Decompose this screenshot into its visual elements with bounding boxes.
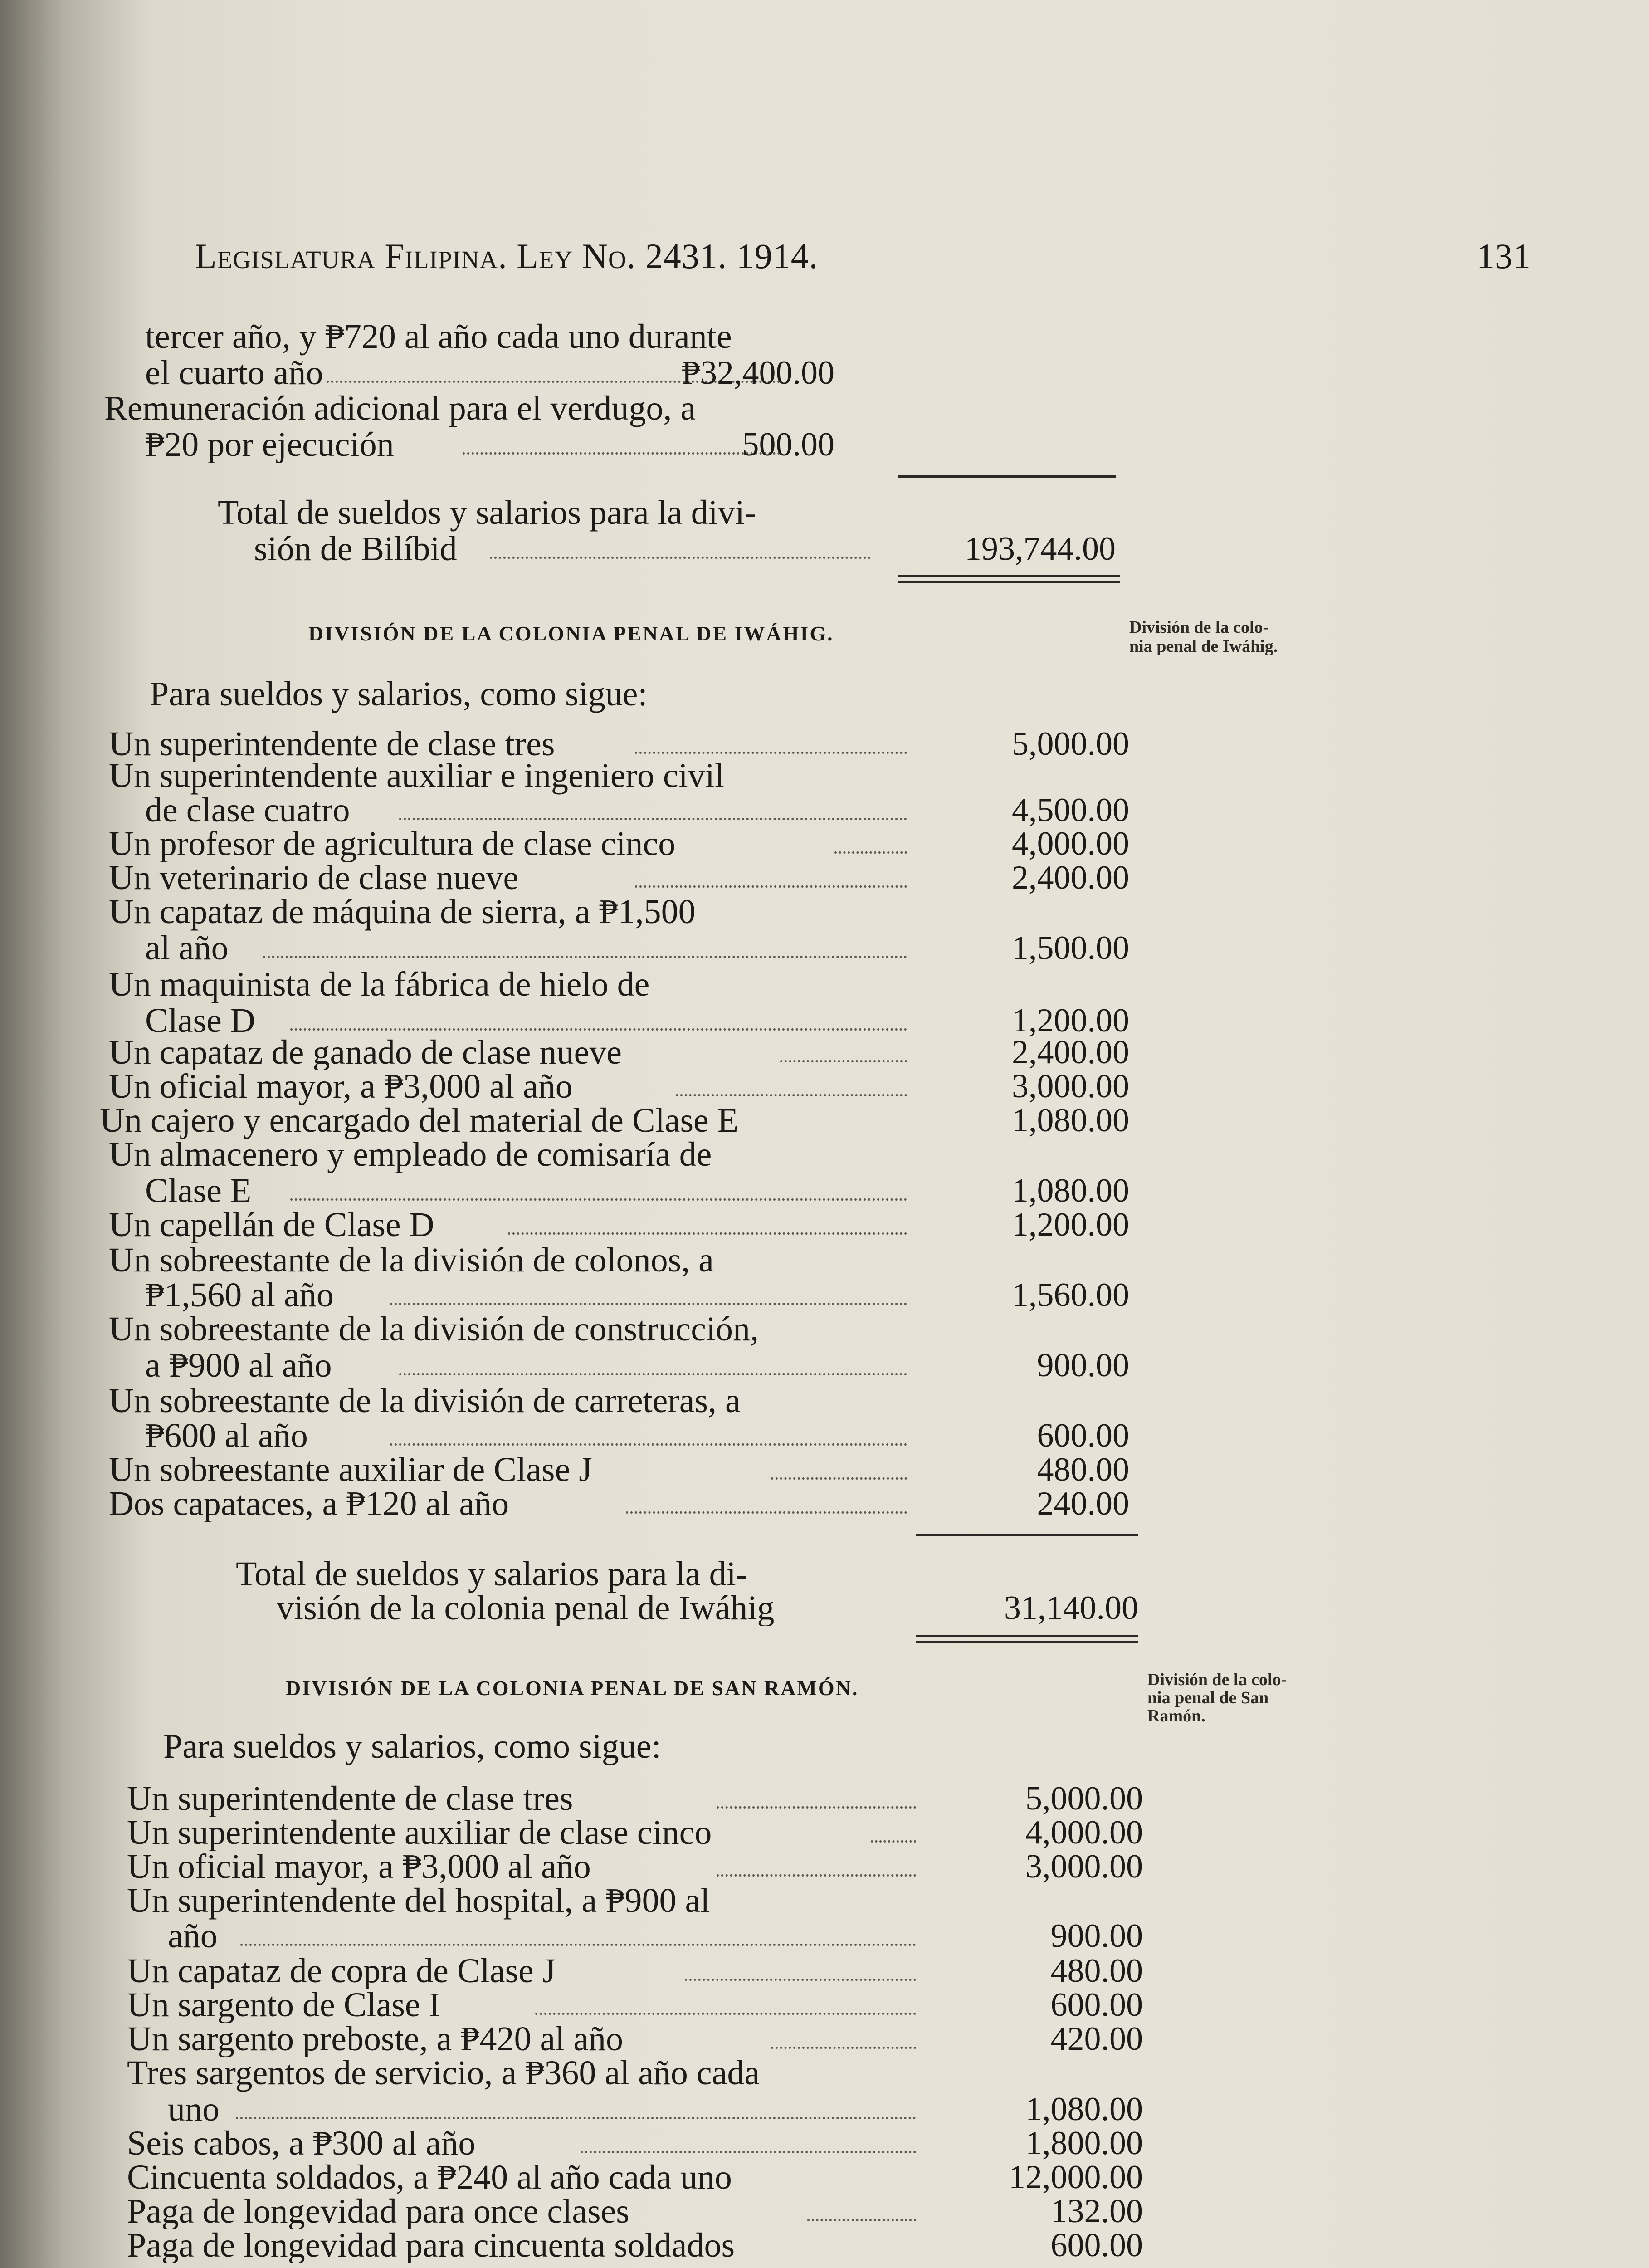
row-label: Un sargento preboste, a ₱420 al año (127, 2021, 624, 2057)
row-label: ₱1,560 al año (145, 1277, 334, 1313)
ledger-row (109, 1452, 1129, 1488)
ledger-row (145, 1347, 1129, 1383)
row-amount: 500.00 (742, 426, 834, 463)
double-rule (916, 1635, 1138, 1643)
row-label: a ₱900 al año (145, 1347, 332, 1383)
dot-leader (626, 1511, 907, 1514)
row-amount: 12,000.00 (1009, 2159, 1143, 2196)
total-amount: 193,744.00 (965, 530, 1116, 567)
row-label: de clase cuatro (145, 792, 350, 828)
ledger-row (109, 860, 1129, 896)
ledger-row (145, 1173, 1129, 1209)
dot-leader (717, 1806, 916, 1809)
text-line: Remuneración adicional para el verdugo, a (104, 389, 696, 427)
text-line: tercer año, y ₱720 al año cada uno durante (145, 318, 732, 356)
row-amount: 600.00 (1037, 1417, 1129, 1454)
text-line: Tres sargentos de servicio, a ₱360 al año cada (127, 2054, 760, 2092)
dot-leader (771, 2047, 916, 2049)
row-label: Un superintendente de clase tres (109, 726, 555, 762)
row-amount: 1,500.00 (1012, 929, 1129, 967)
dot-leader (685, 1979, 916, 1981)
total-row (277, 1590, 1138, 1626)
row-label: al año (145, 930, 229, 966)
row-label: Clase D (145, 1002, 255, 1039)
ledger-row (109, 1068, 1129, 1105)
ledger-row (145, 1277, 1129, 1313)
row-label: Clase E (145, 1173, 252, 1209)
dot-leader (399, 1373, 907, 1375)
ledger-row (127, 2193, 1147, 2229)
ledger-row (168, 2091, 1147, 2127)
row-amount: 5,000.00 (1025, 1780, 1143, 1817)
row-label: año (168, 1918, 218, 1954)
dot-leader (508, 1232, 907, 1235)
margin-note: División de la colo- (1147, 1670, 1287, 1689)
row-label: Un oficial mayor, a ₱3,000 al año (127, 1848, 591, 1885)
double-rule (898, 575, 1120, 583)
margin-note: nia penal de Iwáhig. (1129, 637, 1278, 656)
row-amount: 900.00 (1050, 1917, 1143, 1955)
row-amount: 900.00 (1037, 1347, 1129, 1384)
text-line: Un superintendente auxiliar e ingeniero civil (109, 757, 724, 795)
dot-leader (834, 851, 907, 854)
dot-leader (676, 1094, 907, 1096)
running-title: Legislatura Filipina. Ley No. 2431. 1914. (195, 236, 819, 276)
page-number: 131 (1477, 236, 1531, 276)
row-label: Un capellán de Clase D (109, 1207, 434, 1243)
row-amount: 1,800.00 (1025, 2125, 1143, 2162)
ledger-row (145, 355, 916, 391)
row-label: sión de Bilíbid (254, 531, 457, 567)
row-label: Paga de longevidad para once clases (127, 2193, 629, 2229)
ledger-row (109, 1207, 1129, 1243)
row-label: ₱20 por ejecución (145, 426, 394, 463)
row-label: Cincuenta soldados, a ₱240 al año cada uno (127, 2159, 732, 2195)
row-amount: ₱32,400.00 (681, 354, 834, 391)
section-title: DIVISIÓN DE LA COLONIA PENAL DE SAN RAMÓN. (286, 1677, 859, 1700)
subtotal-rule (916, 1534, 1138, 1536)
row-label: Un sargento de Clase I (127, 1987, 440, 2023)
dot-leader (635, 885, 907, 888)
ledger-row (145, 426, 916, 463)
section-intro: Para sueldos y salarios, como sigue: (163, 1727, 661, 1765)
ledger-row (109, 1486, 1129, 1522)
ledger-row (127, 2159, 1147, 2195)
row-amount: 4,000.00 (1012, 825, 1129, 862)
margin-note: División de la colo- (1129, 618, 1269, 637)
dot-leader (236, 2117, 916, 2119)
row-label: uno (168, 2091, 220, 2127)
row-amount: 3,000.00 (1025, 1848, 1143, 1885)
row-amount: 132.00 (1050, 2193, 1143, 2230)
row-label: Un cajero y encargado del material de Clase E (100, 1102, 739, 1139)
row-amount: 420.00 (1050, 2020, 1143, 2058)
ledger-row (100, 1102, 1129, 1139)
ledger-row (109, 1034, 1129, 1070)
row-label: Un capataz de copra de Clase J (127, 1953, 556, 1989)
text-line: Un maquinista de la fábrica de hielo de (109, 965, 650, 1003)
dot-leader (635, 752, 907, 754)
ledger-row (127, 1848, 1147, 1885)
text-line: Un superintendente del hospital, a ₱900 al (127, 1882, 710, 1920)
text-line: Un sobreestante de la división de carreteras, a (109, 1382, 741, 1420)
row-amount: 1,200.00 (1012, 1206, 1129, 1243)
text-line: Un almacenero y empleado de comisaría de (109, 1135, 712, 1173)
row-amount: 240.00 (1037, 1485, 1129, 1522)
total-label: Total de sueldos y salarios para la di- (236, 1555, 748, 1593)
row-amount: 1,560.00 (1012, 1276, 1129, 1314)
ledger-row (127, 1953, 1147, 1989)
row-label: Un sobreestante auxiliar de Clase J (109, 1452, 592, 1488)
ledger-row (109, 826, 1129, 862)
text-line: Un sobreestante de la división de construcción, (109, 1310, 759, 1348)
section-title: DIVISIÓN DE LA COLONIA PENAL DE IWÁHIG. (308, 622, 834, 645)
row-label: Un superintendente de clase tres (127, 1780, 573, 1817)
dot-leader (263, 956, 907, 958)
ledger-row (127, 2227, 1147, 2263)
ledger-row (127, 2021, 1147, 2057)
ledger-row (127, 2125, 1147, 2161)
row-amount: 1,080.00 (1012, 1172, 1129, 1209)
row-amount: 2,400.00 (1012, 859, 1129, 896)
dot-leader (240, 1944, 916, 1946)
text-line: Un sobreestante de la división de colonos, a (109, 1241, 714, 1279)
row-amount: 480.00 (1050, 1952, 1143, 1989)
row-amount: 3,000.00 (1012, 1068, 1129, 1105)
row-label: Dos capataces, a ₱120 al año (109, 1486, 509, 1522)
row-amount: 5,000.00 (1012, 725, 1129, 763)
row-label: Seis cabos, a ₱300 al año (127, 2125, 476, 2161)
ledger-row (127, 1780, 1147, 1817)
dot-leader (871, 1840, 916, 1843)
row-label: Un superintendente auxiliar de clase cinco (127, 1814, 712, 1851)
total-amount: 31,140.00 (1004, 1589, 1138, 1627)
ledger-row (145, 1418, 1129, 1454)
margin-note: nia penal de San (1147, 1688, 1269, 1707)
row-label: Un oficial mayor, a ₱3,000 al año (109, 1068, 573, 1105)
dot-leader (290, 1198, 907, 1201)
dot-leader (399, 818, 907, 820)
dot-leader (581, 2151, 916, 2153)
margin-note: Ramón. (1147, 1706, 1205, 1725)
row-label: el cuarto año (145, 355, 323, 391)
row-amount: 600.00 (1050, 1986, 1143, 2024)
row-amount: 1,200.00 (1012, 1002, 1129, 1039)
dot-leader (490, 557, 871, 559)
row-label: ₱600 al año (145, 1418, 308, 1454)
total-row (254, 531, 1116, 567)
row-amount: 480.00 (1037, 1451, 1129, 1488)
ledger-row (127, 1987, 1147, 2023)
section-intro: Para sueldos y salarios, como sigue: (150, 675, 648, 713)
total-label: Total de sueldos y salarios para la divi- (218, 494, 756, 532)
row-amount: 600.00 (1050, 2227, 1143, 2264)
ledger-row (145, 1002, 1129, 1039)
ledger-row (145, 792, 1129, 828)
dot-leader (717, 1874, 916, 1877)
subtotal-rule (898, 475, 1116, 478)
row-amount: 4,500.00 (1012, 792, 1129, 829)
dot-leader (780, 1060, 907, 1062)
row-label: Un veterinario de clase nueve (109, 860, 519, 896)
dot-leader (771, 1477, 907, 1480)
ledger-row (168, 1918, 1147, 1954)
dot-leader (807, 2219, 916, 2221)
row-amount: 4,000.00 (1025, 1814, 1143, 1851)
ledger-row (127, 1814, 1147, 1851)
row-label: Un profesor de agricultura de clase cinco (109, 826, 676, 862)
row-amount: 2,400.00 (1012, 1034, 1129, 1071)
dot-leader (290, 1028, 907, 1031)
row-label: visión de la colonia penal de Iwáhig (277, 1590, 775, 1626)
dot-leader (535, 2013, 916, 2015)
dot-leader (390, 1303, 907, 1305)
ledger-row (145, 930, 1129, 966)
row-amount: 1,080.00 (1012, 1102, 1129, 1139)
row-label: Un capataz de ganado de clase nueve (109, 1034, 622, 1070)
text-line: Un capataz de máquina de sierra, a ₱1,500 (109, 893, 696, 931)
row-amount: 1,080.00 (1025, 2091, 1143, 2128)
row-label: Paga de longevidad para cincuenta soldados (127, 2227, 735, 2263)
dot-leader (390, 1443, 907, 1446)
